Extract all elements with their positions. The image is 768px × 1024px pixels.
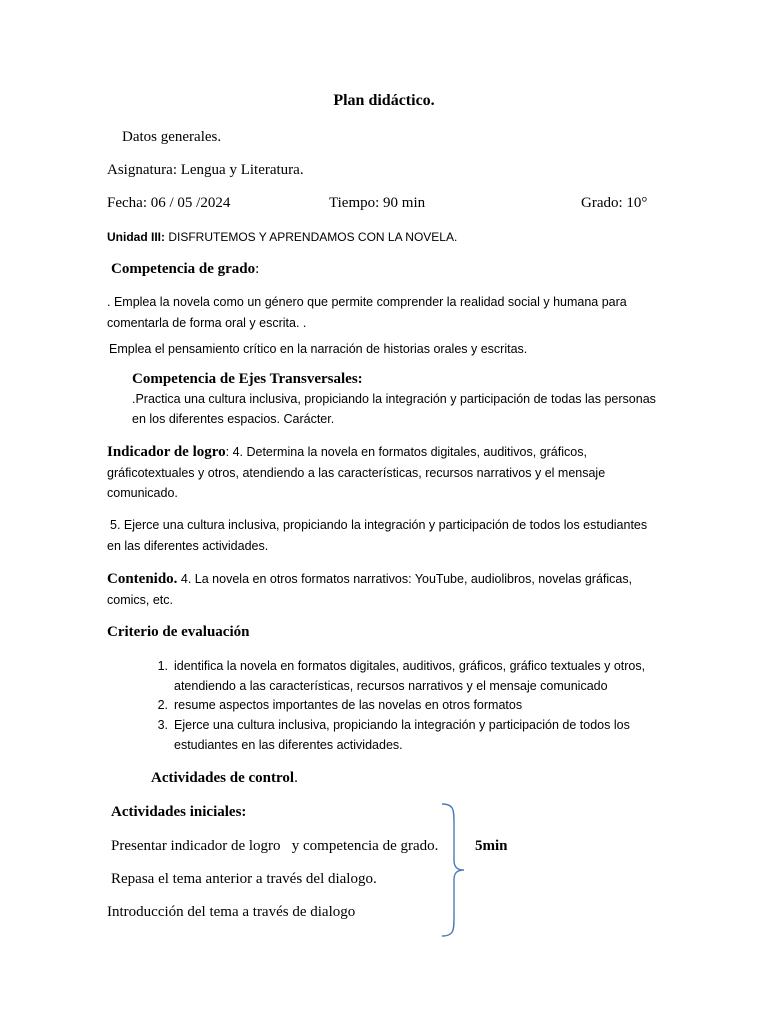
text-line: comunicado. <box>107 486 178 500</box>
actividades-control-dot: . <box>294 770 298 786</box>
actividades-iniciales-heading: Actividades iniciales: <box>111 804 247 820</box>
list-item-number: 3. <box>157 718 168 732</box>
curly-brace-icon <box>436 802 468 938</box>
competencia-grado-paragraph-1 <box>107 292 627 333</box>
contenido-label: Contenido. <box>107 571 178 587</box>
text-line: Ejerce una cultura inclusiva, propiciando la integración y participación de todos los <box>174 718 630 732</box>
list-item <box>157 695 523 715</box>
competencia-grado-label: Competencia de grado <box>111 261 256 277</box>
contenido-paragraph <box>107 569 632 610</box>
unidad-line <box>107 230 457 244</box>
competencia-ejes-paragraph <box>132 389 656 429</box>
text-line: estudiantes en las diferentes actividades. <box>174 738 403 752</box>
text-line: en las diferentes actividades. <box>107 538 269 553</box>
indicador-logro-text: : 4. Determina la novela en formatos digitales, auditivos, gráficos, <box>225 445 587 459</box>
grado-field: Grado: 10° <box>581 195 648 211</box>
actividad-item: Repasa el tema anterior a través del dialogo. <box>111 871 377 887</box>
competencia-ejes-heading: Competencia de Ejes Transversales: <box>132 371 363 387</box>
fecha-field: Fecha: 06 / 05 /2024 <box>107 195 231 211</box>
indicador-logro-5-paragraph <box>107 515 647 556</box>
datos-generales-heading: Datos generales. <box>122 129 222 145</box>
text-line: .Practica una cultura inclusiva, propiciando la integración y participación de todas las personas <box>132 392 656 406</box>
indicador-logro-paragraph <box>107 442 605 504</box>
tiempo-field: Tiempo: 90 min <box>329 195 426 211</box>
competencia-grado-paragraph-2: Emplea el pensamiento crítico en la narración de historias orales y escritas. <box>109 342 528 356</box>
text-line <box>107 569 632 590</box>
criterio-heading: Criterio de evaluación <box>107 624 250 640</box>
actividades-control-heading <box>151 770 298 787</box>
text-line: 5. Ejerce una cultura inclusiva, propiciando la integración y participación de todos los estudiantes <box>110 518 648 532</box>
text-line: comentarla de forma oral y escrita. . <box>107 315 307 330</box>
unidad-label: Unidad III: <box>107 230 165 244</box>
indicador-logro-label: Indicador de logro <box>107 444 226 460</box>
text-line: . Emplea la novela como un género que permite comprender la realidad social y humana para <box>107 295 627 309</box>
text-line: identifica la novela en formatos digitales, auditivos, gráficos, gráfico textuales y otros, <box>174 659 646 673</box>
list-item-number: 1. <box>157 659 168 673</box>
actividades-control-label: Actividades de control <box>151 770 295 786</box>
page-title: Plan didáctico. <box>333 92 435 109</box>
text-line: comics, etc. <box>107 592 173 607</box>
text-line <box>107 442 605 463</box>
list-item <box>157 715 630 755</box>
contenido-text: 4. La novela en otros formatos narrativos: YouTube, audiolibros, novelas gráficas, <box>177 572 633 586</box>
asignatura-field: Asignatura: Lengua y Literatura. <box>107 162 304 178</box>
text-line: gráficotextuales y otros, atendiendo a las características, recursos narrativos y el mensaje <box>107 465 606 480</box>
competencia-grado-heading <box>111 261 259 278</box>
list-item-number: 2. <box>157 698 168 712</box>
text-line: en los diferentes espacios. Carácter. <box>132 412 335 426</box>
actividad-item: Introducción del tema a través de dialogo <box>107 904 356 920</box>
list-item <box>157 656 646 696</box>
actividad-item: Presentar indicador de logro y competencia de grado. <box>111 838 439 854</box>
unidad-text: DISFRUTEMOS Y APRENDAMOS CON LA NOVELA. <box>165 230 458 244</box>
competencia-grado-colon: : <box>255 261 260 277</box>
duration-label: 5min <box>475 838 508 854</box>
text-line: resume aspectos importantes de las novelas en otros formatos <box>174 698 523 712</box>
text-line: atendiendo a las características, recursos narrativos y el mensaje comunicado <box>174 679 608 693</box>
